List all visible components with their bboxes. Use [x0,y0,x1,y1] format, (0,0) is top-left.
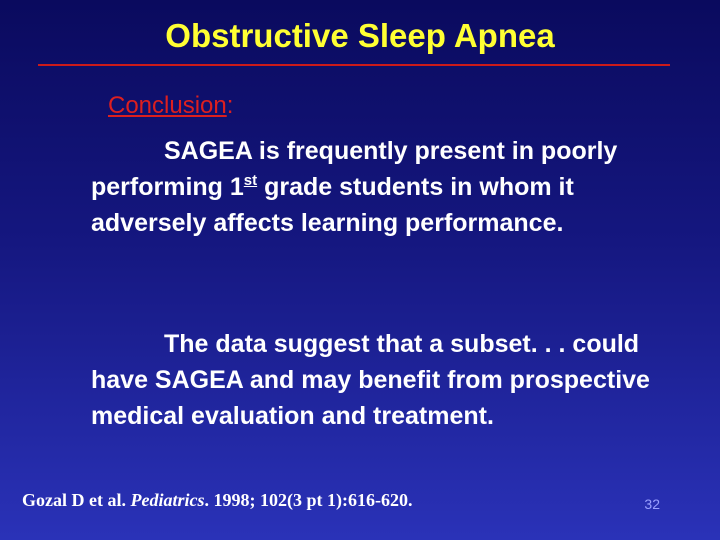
conclusion-colon: : [226,92,234,119]
citation-journal: Pediatrics [130,490,205,510]
citation-details: . 1998; 102(3 pt 1):616-620. [204,490,413,510]
conclusion-paragraph-2 [91,326,691,434]
conclusion-heading [108,90,233,122]
para1-text-end: grade students in whom it adversely affects learning performance. [91,173,574,237]
para1-superscript: st [243,172,258,189]
para1-text-start: SAGEA is frequently present in poorly performing 1 [91,137,618,201]
citation-authors: Gozal D et al. [22,490,131,510]
conclusion-label: Conclusion [108,92,227,119]
page-number: 32 [644,496,660,512]
para2-text: The data suggest that a subset. . . could have SAGEA and may benefit from prospective medical evaluation and treatment. [91,330,650,430]
citation [22,488,412,512]
title-divider [38,64,670,66]
conclusion-paragraph-1 [91,133,691,241]
slide-title: Obstructive Sleep Apnea [165,17,555,54]
